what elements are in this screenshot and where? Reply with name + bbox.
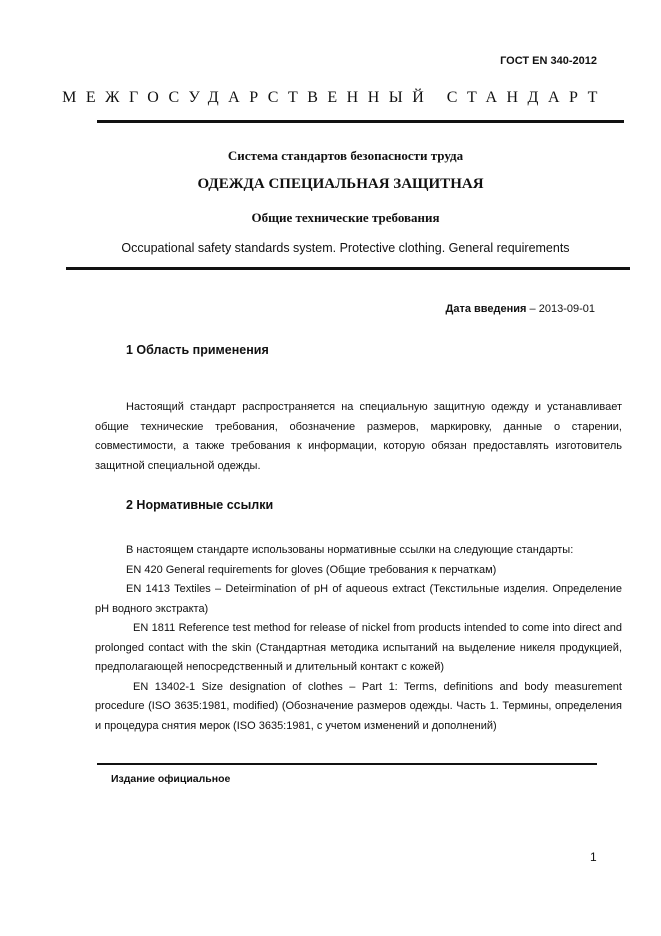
introduction-date-separator: – [529,303,536,315]
introduction-date-label: Дата введения [445,303,527,315]
document-subtitle: Общие технические требования [251,210,440,225]
section-heading-scope: 1 Область применения [126,343,269,357]
system-title: Система стандартов безопасности труда [227,148,464,163]
title-divider [66,267,630,270]
reference-item: EN 1413 Textiles – Deteirmination of pH of aqueous extract (Текстильные изделия. Определение pH водного экстракта) [95,583,622,615]
section-heading-normative-references: 2 Нормативные ссылки [126,498,274,512]
introduction-date [446,303,595,315]
reference-item: EN 13402-1 Size designation of clothes – Part 1: Terms, definitions and body measurement procedure (ISO 3635:1981, modified) (Обозначение размеров одежды. Часть 1. Термины, определения и процедура снятия мерок (ISO 3635:1981, с учетом изменений и дополнений) [95,680,622,732]
reference-item: EN 1811 Reference test method for release of nickel from products intended to come into direct and prolonged contact with the skin (Стандартная методика испытаний на выделение никеля продукцией, предполагающей непосредственный и длительный контакт с кожей) [95,622,622,673]
standard-code: ГОСТ EN 340-2012 [500,55,597,67]
references-intro: В настоящем стандарте использованы нормативные ссылки на следующие стандарты: [126,544,574,556]
top-divider [97,120,624,123]
document-title: ОДЕЖДА СПЕЦИАЛЬНАЯ ЗАЩИТНАЯ [197,176,484,192]
page-number: 1 [590,850,597,864]
official-edition-note: Издание официальное [111,773,231,785]
scope-paragraph: Настоящий стандарт распространяется на специальную защитную одежду и устанавливает общие технические требования, обозначение размеров, маркировку, данные о старении, совместимости, а также требования к информации, которую обязан предоставлять изготовитель защитной специальной одежды. [95,401,622,472]
english-title: Occupational safety standards system. Protective clothing. General requirements [121,241,570,255]
interstate-standard-heading: МЕЖГОСУДАРСТВЕННЫЙ СТАНДАРТ [62,89,607,106]
reference-item: EN 420 General requirements for gloves (Общие требования к перчаткам) [126,563,497,576]
normative-references [95,541,622,736]
introduction-date-value: 2013-09-01 [538,303,595,315]
footer-divider [97,763,597,765]
